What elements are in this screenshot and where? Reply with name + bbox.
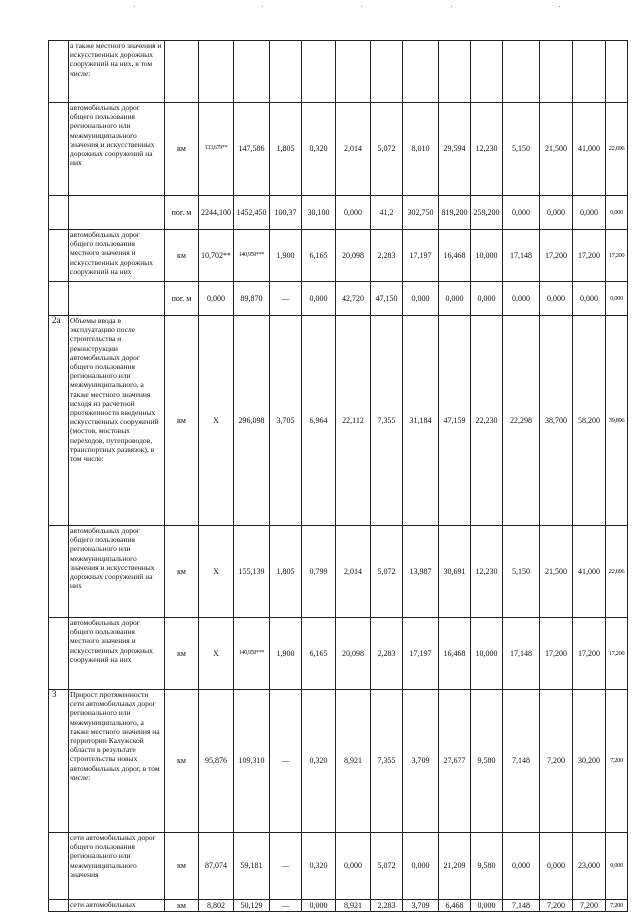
value-cell: 12,230 <box>471 526 503 618</box>
value-cell: 31,184 <box>403 316 439 526</box>
row-number-cell <box>49 282 69 316</box>
value-cell: 0,000 <box>606 282 628 316</box>
value-cell: 0,000 <box>503 833 540 900</box>
value-cell: 10,000 <box>471 230 503 282</box>
row-number-cell <box>49 196 69 230</box>
value-cell: 0,000 <box>471 900 503 912</box>
value-cell: 8,921 <box>336 690 371 833</box>
value-cell: 140,959*** <box>234 230 270 282</box>
value-cell: 9,580 <box>471 833 503 900</box>
value-cell: 819,200 <box>439 196 471 230</box>
indicator-description-cell: автомобильных дорог общего пользования местного значения и искусственных дорожных сооружений на них <box>69 230 165 282</box>
unit-cell: пог. м <box>165 282 199 316</box>
value-cell: 5,150 <box>503 526 540 618</box>
value-cell: 17,200 <box>540 230 573 282</box>
indicator-description-cell: Прирост протяженности сети автомобильных дорог регионального или межмуниципального, а также местного значения на территории Калужской области в результате строительства новых автомобильных дорог, в том числе: <box>69 690 165 833</box>
value-cell <box>540 41 573 103</box>
value-cell: 12,230 <box>471 103 503 196</box>
row-number-cell <box>49 230 69 282</box>
value-cell: 7,200 <box>540 690 573 833</box>
value-cell: 89,870 <box>234 282 270 316</box>
value-cell: — <box>270 690 302 833</box>
unit-cell: км <box>165 618 199 690</box>
value-cell: 9,580 <box>471 690 503 833</box>
value-cell: 8,802 <box>199 900 234 912</box>
value-cell: 41,000 <box>573 103 606 196</box>
value-cell: 0,000 <box>302 282 336 316</box>
value-cell: 2,283 <box>371 230 403 282</box>
value-cell: 22,696 <box>606 103 628 196</box>
value-cell: 17,200 <box>606 230 628 282</box>
value-cell: 8,921 <box>336 900 371 912</box>
indicator-description-cell: автомобильных дорог общего пользования местного значения и искусственных дорожных сооружений на них <box>69 618 165 690</box>
value-cell: 140,959*** <box>234 618 270 690</box>
value-cell: Х <box>199 316 234 526</box>
value-cell: 50,129 <box>234 900 270 912</box>
value-cell: 1,805 <box>270 103 302 196</box>
indicator-description-cell <box>69 282 165 316</box>
value-cell: 17,197 <box>403 230 439 282</box>
value-cell: 22,696 <box>606 526 628 618</box>
value-cell: 23,000 <box>573 833 606 900</box>
value-cell: 17,200 <box>606 618 628 690</box>
value-cell <box>270 41 302 103</box>
value-cell: 21,500 <box>540 526 573 618</box>
table-row <box>49 230 628 282</box>
row-number-cell <box>49 103 69 196</box>
value-cell: 6,165 <box>302 618 336 690</box>
value-cell <box>573 41 606 103</box>
table-row <box>49 833 628 900</box>
value-cell: 47,159 <box>439 316 471 526</box>
indicator-description-cell: а также местного значения и искусственных дорожных сооружений на них, в том числе: <box>69 41 165 103</box>
value-cell: 7,200 <box>573 900 606 912</box>
value-cell: 0,000 <box>573 282 606 316</box>
value-cell: 147,586 <box>234 103 270 196</box>
unit-cell: км <box>165 833 199 900</box>
value-cell: 87,074 <box>199 833 234 900</box>
value-cell: 0,000 <box>302 900 336 912</box>
value-cell: 0,000 <box>336 833 371 900</box>
value-cell: 133,679** <box>199 103 234 196</box>
value-cell: 0,000 <box>540 833 573 900</box>
value-cell: 3,709 <box>403 900 439 912</box>
value-cell: 41,000 <box>573 526 606 618</box>
value-cell: 22,112 <box>336 316 371 526</box>
value-cell: 155,139 <box>234 526 270 618</box>
value-cell: — <box>270 833 302 900</box>
value-cell: 13,987 <box>403 526 439 618</box>
row-number-cell <box>49 526 69 618</box>
value-cell: 5,072 <box>371 526 403 618</box>
value-cell: 0,000 <box>540 282 573 316</box>
row-number-cell <box>49 41 69 103</box>
table-row <box>49 41 628 103</box>
scan-speckles <box>0 6 640 10</box>
value-cell: 7,200 <box>606 900 628 912</box>
value-cell: — <box>270 900 302 912</box>
value-cell: 16,468 <box>439 230 471 282</box>
value-cell: 7,148 <box>503 690 540 833</box>
unit-cell: км <box>165 900 199 912</box>
value-cell: 7,200 <box>606 690 628 833</box>
indicator-description-cell: Объемы ввода в эксплуатацию после строительства и реконструкции автомобильных дорог общего пользования регионального или межмуниципального, а также местного значения исходя из расчетной протяженности введенных искусственных сооружений (мостов, мостовых переходов, путепроводов, транспортных развязок), в том числе: <box>69 316 165 526</box>
value-cell: 7,355 <box>371 690 403 833</box>
unit-cell: км <box>165 690 199 833</box>
indicator-description-cell <box>69 196 165 230</box>
value-cell: 27,677 <box>439 690 471 833</box>
value-cell: 20,098 <box>336 230 371 282</box>
value-cell: 5,072 <box>371 103 403 196</box>
value-cell: 3,709 <box>403 690 439 833</box>
value-cell: 16,468 <box>439 618 471 690</box>
unit-cell <box>165 41 199 103</box>
value-cell: 10,702** <box>199 230 234 282</box>
value-cell: 0,000 <box>403 833 439 900</box>
value-cell: 22,298 <box>503 316 540 526</box>
indicator-description-cell: сети автомобильных дорог общего пользования регионального или межмуниципального значения <box>69 833 165 900</box>
value-cell: 0,320 <box>302 690 336 833</box>
value-cell: 0,000 <box>503 282 540 316</box>
value-cell: 17,148 <box>503 618 540 690</box>
value-cell: 21,500 <box>540 103 573 196</box>
value-cell: 2,014 <box>336 526 371 618</box>
value-cell <box>606 41 628 103</box>
value-cell: 1452,450 <box>234 196 270 230</box>
table-row <box>49 526 628 618</box>
value-cell: 22,230 <box>471 316 503 526</box>
value-cell: 100,37 <box>270 196 302 230</box>
value-cell: 0,320 <box>302 103 336 196</box>
value-cell: 0,000 <box>606 196 628 230</box>
row-number-cell <box>49 618 69 690</box>
value-cell: 10,000 <box>471 618 503 690</box>
value-cell: 0,000 <box>606 833 628 900</box>
value-cell: 3,705 <box>270 316 302 526</box>
value-cell: 95,876 <box>199 690 234 833</box>
table-row <box>49 103 628 196</box>
unit-cell: км <box>165 230 199 282</box>
value-cell: 0,000 <box>403 282 439 316</box>
value-cell: — <box>270 282 302 316</box>
value-cell: 21,209 <box>439 833 471 900</box>
value-cell: 109,310 <box>234 690 270 833</box>
value-cell: 29,594 <box>439 103 471 196</box>
row-number-cell <box>49 900 69 912</box>
value-cell: 5,072 <box>371 833 403 900</box>
value-cell: 41,2 <box>371 196 403 230</box>
unit-cell: пог. м <box>165 196 199 230</box>
value-cell: 17,197 <box>403 618 439 690</box>
value-cell: 8,010 <box>403 103 439 196</box>
indicator-table <box>48 40 628 912</box>
value-cell: 0,320 <box>302 833 336 900</box>
indicator-description-cell: автомобильных дорог общего пользования регионального или межмуниципального значения и искусственных дорожных сооружений на них <box>69 103 165 196</box>
value-cell <box>302 41 336 103</box>
value-cell: 0,000 <box>199 282 234 316</box>
value-cell <box>503 41 540 103</box>
value-cell: 259,200 <box>471 196 503 230</box>
value-cell: 5,150 <box>503 103 540 196</box>
value-cell: 302,750 <box>403 196 439 230</box>
value-cell: 17,200 <box>573 230 606 282</box>
value-cell: Х <box>199 618 234 690</box>
value-cell: 0,000 <box>573 196 606 230</box>
value-cell: 17,200 <box>540 618 573 690</box>
indicator-description-cell: сети автомобильных <box>69 900 165 912</box>
value-cell: 7,200 <box>540 900 573 912</box>
value-cell: 7,355 <box>371 316 403 526</box>
row-number-cell: 3 <box>49 690 69 833</box>
value-cell: 39,896 <box>606 316 628 526</box>
value-cell: 0,799 <box>302 526 336 618</box>
value-cell: 1,805 <box>270 526 302 618</box>
table-row <box>49 196 628 230</box>
value-cell: 58,200 <box>573 316 606 526</box>
value-cell: 6,165 <box>302 230 336 282</box>
row-number-cell <box>49 833 69 900</box>
value-cell: 30,200 <box>573 690 606 833</box>
value-cell: 2,283 <box>371 618 403 690</box>
value-cell <box>403 41 439 103</box>
table-row <box>49 690 628 833</box>
value-cell: 59,181 <box>234 833 270 900</box>
row-number-cell: 2а <box>49 316 69 526</box>
value-cell: 17,200 <box>573 618 606 690</box>
value-cell: 42,720 <box>336 282 371 316</box>
unit-cell: км <box>165 526 199 618</box>
unit-cell: км <box>165 316 199 526</box>
table-row <box>49 316 628 526</box>
indicator-description-cell: автомобильных дорог общего пользования регионального или межмуниципального значения и искусственных дорожных сооружений на них <box>69 526 165 618</box>
value-cell: 17,148 <box>503 230 540 282</box>
value-cell: 2,014 <box>336 103 371 196</box>
value-cell: 6,468 <box>439 900 471 912</box>
value-cell <box>336 41 371 103</box>
value-cell <box>199 41 234 103</box>
value-cell <box>471 41 503 103</box>
value-cell: 0,000 <box>439 282 471 316</box>
value-cell: Х <box>199 526 234 618</box>
unit-cell: км <box>165 103 199 196</box>
value-cell: 0,000 <box>540 196 573 230</box>
value-cell: 296,098 <box>234 316 270 526</box>
table-row <box>49 900 628 912</box>
value-cell: 2,283 <box>371 900 403 912</box>
value-cell: 1,900 <box>270 618 302 690</box>
value-cell: 20,098 <box>336 618 371 690</box>
table-row <box>49 618 628 690</box>
value-cell <box>234 41 270 103</box>
value-cell: 0,000 <box>471 282 503 316</box>
value-cell: 38,700 <box>540 316 573 526</box>
table-row <box>49 282 628 316</box>
value-cell: 7,148 <box>503 900 540 912</box>
value-cell: 6,964 <box>302 316 336 526</box>
value-cell: 30,691 <box>439 526 471 618</box>
value-cell: 0,000 <box>503 196 540 230</box>
value-cell: 30,100 <box>302 196 336 230</box>
value-cell: 0,000 <box>336 196 371 230</box>
value-cell: 47,150 <box>371 282 403 316</box>
value-cell <box>371 41 403 103</box>
value-cell: 1,900 <box>270 230 302 282</box>
value-cell <box>439 41 471 103</box>
value-cell: 2244,100 <box>199 196 234 230</box>
